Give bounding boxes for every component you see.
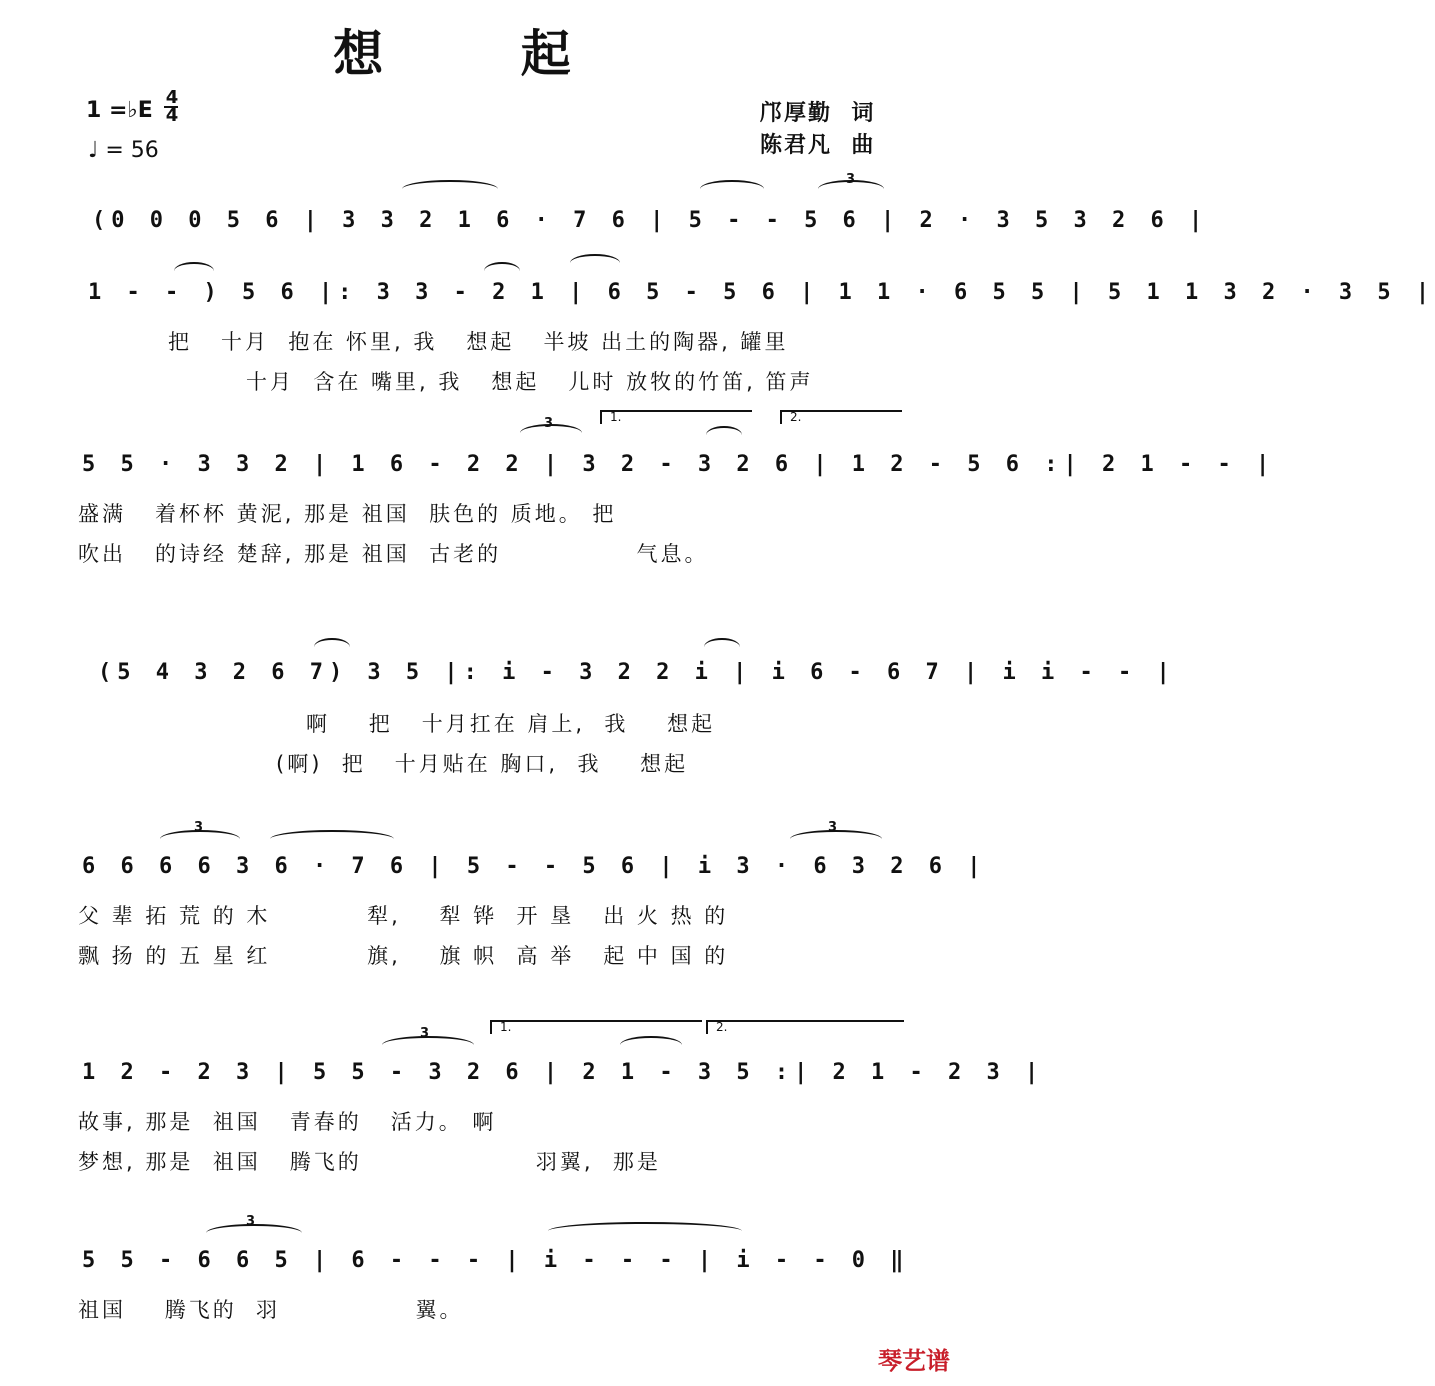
notation-row-4: (5 4 3 2 6 7) 3 5 |: i - 3 2 2 i | i 6 - 6 7 | i i - - | [98, 660, 1176, 685]
lyric-line-6b: 梦想, 那是 祖国 腾飞的 羽翼, 那是 [78, 1150, 661, 1174]
slur [402, 180, 498, 198]
lyric-line-2a: 把 十月 抱在 怀里, 我 想起 半坡 出土的陶器, 罐里 [168, 330, 789, 354]
site-logo: 琴艺谱 [878, 1347, 950, 1375]
notation-row-5: 6 6 6 6 3 6 · 7 6 | 5 - - 5 6 | i 3 · 6 3 2 6 | [82, 854, 987, 879]
lyric-line-7: 祖国 腾飞的 羽 翼。 [78, 1298, 464, 1322]
time-signature: 4 4 [165, 87, 179, 126]
tempo-marking: ♩ = 56 [88, 138, 159, 163]
triplet-mark: 3 [544, 416, 554, 431]
slur [484, 262, 520, 280]
slur [700, 180, 764, 198]
second-ending-label: 2. [716, 1020, 728, 1034]
song-title: 想 起 [333, 25, 631, 83]
lyric-line-5b: 飘 扬 的 五 星 红 旗, 旗 帜 高 举 起 中 国 的 [78, 944, 729, 968]
first-ending-label: 1. [610, 410, 622, 424]
lyricist-credit: 邝厚勤 词 [760, 101, 876, 126]
lyric-line-4a: 啊 把 十月扛在 肩上, 我 想起 [306, 712, 716, 736]
lyric-line-5a: 父 辈 拓 荒 的 木 犁, 犁 铧 开 垦 出 火 热 的 [78, 904, 729, 928]
slur [704, 638, 740, 656]
key-signature: 1 =♭E [86, 98, 153, 123]
slur [314, 638, 350, 656]
composer-credit: 陈君凡 曲 [760, 133, 876, 158]
slur [706, 426, 742, 444]
slur [270, 830, 394, 848]
first-ending-bracket [490, 1020, 702, 1034]
triplet-mark: 3 [846, 172, 856, 187]
lyric-line-2b: 十月 含在 嘴里, 我 想起 儿时 放牧的竹笛, 笛声 [246, 370, 814, 394]
notation-row-6: 1 2 - 2 3 | 5 5 - 3 2 6 | 2 1 - 3 5 :| 2 1 - 2 3 | [82, 1060, 1045, 1085]
slur [548, 1222, 742, 1240]
notation-row-2: 1 - - ) 5 6 |: 3 3 - 2 1 | 6 5 - 5 6 | 1 1 · 6 5 5 | 5 1 1 3 2 · 3 5 | [88, 280, 1435, 305]
notation-row-7: 5 5 - 6 6 5 | 6 - - - | i - - - | i - - 0 ‖ [82, 1248, 910, 1273]
first-ending-bracket [600, 410, 752, 424]
slur [620, 1036, 682, 1054]
lyric-line-3a: 盛满 着杯杯 黄泥, 那是 祖国 肤色的 质地。 把 [78, 502, 617, 526]
lyric-line-3b: 吹出 的诗经 楚辞, 那是 祖国 古老的 气息。 [78, 542, 709, 566]
triplet-mark: 3 [246, 1214, 256, 1229]
triplet-mark: 3 [828, 820, 838, 835]
second-ending-bracket [706, 1020, 904, 1034]
slur [174, 262, 214, 280]
notation-row-3: 5 5 · 3 3 2 | 1 6 - 2 2 | 3 2 - 3 2 6 | 1 2 - 5 6 :| 2 1 - - | [82, 452, 1276, 477]
lyric-line-4b: (啊) 把 十月贴在 胸口, 我 想起 [276, 752, 689, 776]
triplet-mark: 3 [420, 1026, 430, 1041]
second-ending-bracket [780, 410, 902, 424]
triplet-mark: 3 [194, 820, 204, 835]
second-ending-label: 2. [790, 410, 802, 424]
first-ending-label: 1. [500, 1020, 512, 1034]
slur [570, 254, 620, 272]
lyric-line-6a: 故事, 那是 祖国 青春的 活力。 啊 [78, 1110, 497, 1134]
notation-row-1: (0 0 0 5 6 | 3 3 2 1 6 · 7 6 | 5 - - 5 6 | 2 · 3 5 3 2 6 | [92, 208, 1209, 233]
